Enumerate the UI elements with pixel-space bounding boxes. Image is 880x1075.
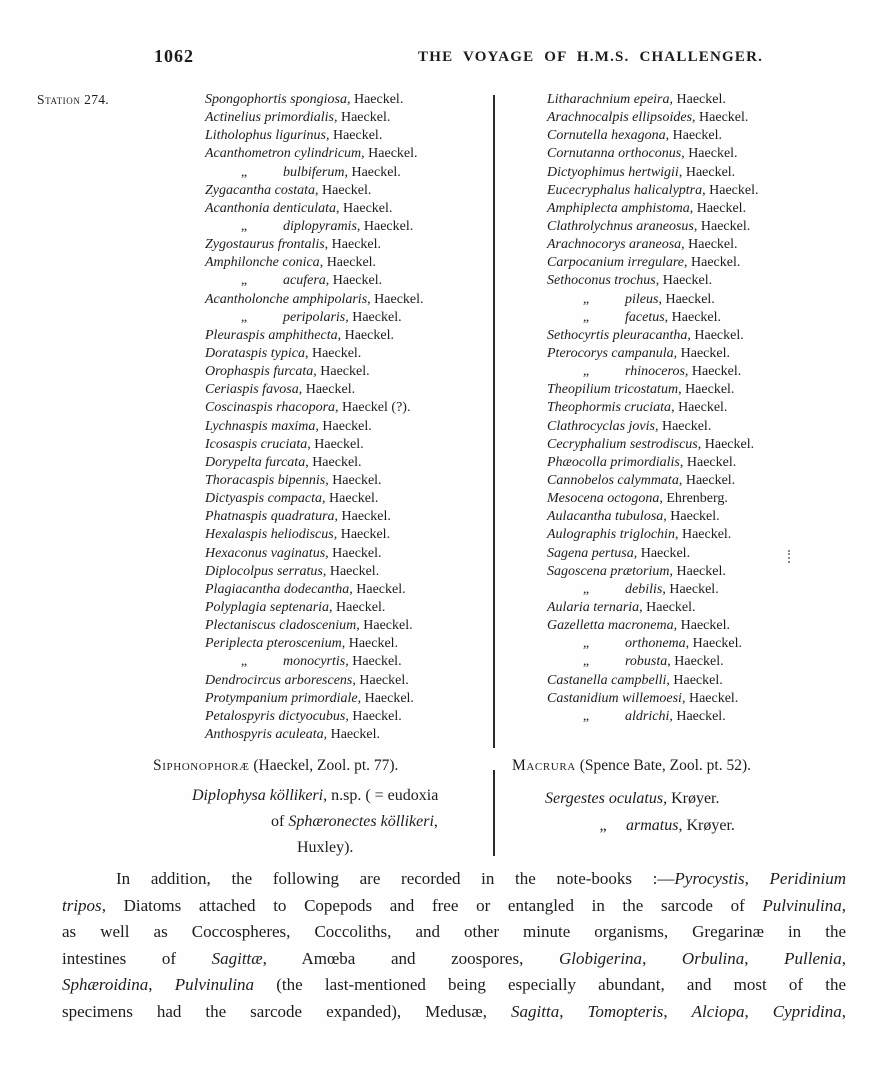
ditto-mark: „ xyxy=(240,309,248,325)
species-author: , Krøyer. xyxy=(663,790,720,807)
italic-text: Globigerina xyxy=(558,948,643,968)
italic-text: Pulvinulina xyxy=(174,975,255,994)
species-name: Aularia ternaria xyxy=(547,599,640,615)
species-name: pileus xyxy=(625,291,659,307)
species-entry xyxy=(205,145,493,163)
text: , xyxy=(559,1001,588,1021)
species-name: Pterocorys campanula xyxy=(547,345,674,361)
species-author: , Haeckel. xyxy=(367,291,424,307)
italic-text: Sphæronectes köllikeri xyxy=(288,813,434,830)
species-name: Amphilonche conica xyxy=(205,255,320,271)
ditto-mark: „ xyxy=(582,708,590,724)
siphonophorae-line xyxy=(297,835,498,861)
species-author: , Haeckel. xyxy=(325,273,383,289)
species-author: , Haeckel. xyxy=(349,581,406,597)
species-name: Dorataspis typica xyxy=(205,345,305,361)
species-author: , Haeckel. xyxy=(674,527,732,543)
species-name: Phatnaspis quadratura xyxy=(205,509,335,525)
species-name: Periplecta pteroscenium xyxy=(205,636,342,652)
species-author: , Haeckel. xyxy=(684,364,742,380)
species-entry xyxy=(205,381,493,399)
species-name: robusta xyxy=(625,654,668,670)
species-author: , Haeckel. xyxy=(664,309,722,325)
species-name: Acantholonche amphipolaris xyxy=(205,291,368,307)
paragraph-line xyxy=(62,946,846,973)
species-name: Theophormis cruciata xyxy=(547,400,672,416)
species-entry xyxy=(205,635,493,653)
species-author: , Haeckel. xyxy=(356,618,413,634)
species-author: , Haeckel. xyxy=(678,472,736,488)
species-author: , Haeckel. xyxy=(322,563,380,579)
species-entry xyxy=(205,490,493,508)
species-name: Clathrocyclas jovis xyxy=(547,418,655,434)
species-entry xyxy=(205,272,493,290)
species-name: Cornutella hexagona xyxy=(547,128,666,144)
species-author: , Haeckel. xyxy=(658,291,715,307)
text: of xyxy=(271,813,289,830)
species-entry xyxy=(205,327,493,345)
species-author: , Haeckel. xyxy=(341,636,399,652)
species-name: Cornutanna orthoconus xyxy=(547,146,682,162)
species-author: , Haeckel. xyxy=(692,110,749,126)
species-author: , Haeckel. xyxy=(689,200,747,216)
siphonophorae-section xyxy=(153,757,498,861)
species-author: , Haeckel. xyxy=(671,400,728,416)
species-entry xyxy=(205,726,493,744)
species-list-right-column xyxy=(547,91,847,726)
text: , xyxy=(433,813,438,830)
species-author: , Haeckel. xyxy=(325,128,383,144)
species-author: , Haeckel. xyxy=(654,418,712,434)
species-entry xyxy=(205,690,493,708)
siphonophorae-title: Siphonophoræ xyxy=(153,757,250,774)
species-entry xyxy=(547,109,847,127)
species-author: , Haeckel. xyxy=(693,218,751,234)
italic-text: Alciopa xyxy=(691,1001,745,1021)
species-name: Plagiacantha dodecantha xyxy=(205,581,350,597)
species-entry xyxy=(547,200,847,218)
species-author: , Haeckel. xyxy=(305,454,362,470)
text: , xyxy=(642,948,682,968)
species-list-left-column xyxy=(205,91,493,744)
species-name: Castanella campbelli xyxy=(547,672,667,688)
species-name: aldrichi xyxy=(625,708,670,724)
ditto-mark: „ xyxy=(582,291,590,307)
species-author: , Haeckel. xyxy=(673,618,730,634)
species-entry xyxy=(205,672,493,690)
species-author: , Haeckel. xyxy=(669,563,726,579)
species-author: , Haeckel. xyxy=(329,599,386,615)
species-entry xyxy=(547,145,847,163)
species-entry xyxy=(547,254,847,272)
species-entry xyxy=(205,708,493,726)
species-name: Thoracaspis bipennis xyxy=(205,472,326,488)
italic-text: tripos xyxy=(62,895,102,915)
siphonophorae-line xyxy=(271,809,498,835)
species-name: Diplocolpus serratus xyxy=(205,563,323,579)
macrura-title: Macrura xyxy=(512,757,576,774)
species-author: , Haeckel. xyxy=(356,218,414,234)
species-author: , Haeckel. xyxy=(315,418,372,434)
species-name: Orophaspis furcata xyxy=(205,364,314,380)
species-entry xyxy=(547,345,847,363)
species-entry xyxy=(205,399,493,417)
siphonophorae-reference: (Haeckel, Zool. pt. 77). xyxy=(249,757,399,774)
ditto-mark: „ xyxy=(582,309,590,325)
species-name: Cecryphalium sestrodiscus xyxy=(547,436,698,452)
species-name: Mesocena octogona xyxy=(547,491,660,507)
species-entry xyxy=(205,254,493,272)
species-entry xyxy=(205,363,493,381)
species-entry xyxy=(547,309,847,327)
species-entry xyxy=(205,653,493,671)
species-name: Acanthonia denticulata xyxy=(205,200,337,216)
ditto-mark: „ xyxy=(582,364,590,380)
species-author: , Haeckel. xyxy=(344,164,401,180)
italic-text: Peridinium xyxy=(769,869,847,888)
species-entry xyxy=(547,291,847,309)
species-author: , Haeckel. xyxy=(679,454,737,470)
species-name: Pleuraspis amphithecta xyxy=(205,327,338,343)
species-name: Eucecryphalus halicalyptra xyxy=(547,182,703,198)
species-author: , Haeckel. xyxy=(325,545,382,561)
paragraph-line xyxy=(62,893,846,920)
species-author: , Haeckel. xyxy=(697,436,755,452)
species-name: peripolaris xyxy=(283,309,346,325)
species-author: , Haeckel. xyxy=(322,491,379,507)
text: intestines of xyxy=(62,948,212,968)
species-author: , Haeckel. xyxy=(666,672,723,688)
species-name: monocyrtis xyxy=(283,654,346,670)
species-entry xyxy=(205,127,493,145)
species-name: Arachnocorys araneosa xyxy=(547,237,682,253)
species-entry xyxy=(547,127,847,145)
species-author: , Haeckel. xyxy=(313,364,370,380)
station-number: 274. xyxy=(80,92,109,107)
text: , xyxy=(744,1001,773,1021)
macrura-heading xyxy=(512,757,852,775)
species-name: Litharachnium epeira xyxy=(547,92,670,107)
species-name: Plectaniscus cladoscenium xyxy=(205,618,357,634)
species-name: Carpocanium irregulare xyxy=(547,255,685,271)
species-entry xyxy=(547,581,847,599)
species-entry xyxy=(547,708,847,726)
species-name: Dictyophimus hertwigii xyxy=(547,164,679,180)
text: Huxley). xyxy=(297,839,354,856)
ditto-mark: „ xyxy=(582,581,590,597)
species-author: , Ehrenberg. xyxy=(659,491,728,507)
species-author: , Haeckel. xyxy=(681,146,738,162)
species-entry xyxy=(547,418,847,436)
species-entry xyxy=(205,309,493,327)
paragraph-line xyxy=(62,919,846,946)
paragraph-line xyxy=(62,866,846,893)
species-author: , Haeckel. xyxy=(333,527,391,543)
species-entry xyxy=(547,182,847,200)
paragraph-line xyxy=(62,999,846,1026)
species-name: Dictyaspis compacta xyxy=(205,491,323,507)
species-entry xyxy=(205,200,493,218)
species-name: Aulacantha tubulosa xyxy=(547,509,664,525)
species-author: , Haeckel. xyxy=(333,110,391,126)
species-author: , Haeckel. xyxy=(669,92,726,107)
species-name: Sagena pertusa xyxy=(547,545,634,561)
species-author: , Haeckel. xyxy=(662,581,719,597)
species-entry xyxy=(205,545,493,563)
species-name: Dorypelta furcata xyxy=(205,454,306,470)
species-author: , Haeckel. xyxy=(361,146,418,162)
text: , n.sp. ( = eudoxia xyxy=(323,787,439,804)
species-entry xyxy=(205,526,493,544)
text: , xyxy=(663,1001,692,1021)
species-author: , Haeckel. xyxy=(681,237,738,253)
species-entry xyxy=(547,327,847,345)
species-entry xyxy=(547,599,847,617)
station-label xyxy=(37,92,109,108)
species-author: , Haeckel. xyxy=(337,327,394,343)
species-entry xyxy=(547,164,847,182)
species-name: Icosaspis cruciata xyxy=(205,436,308,452)
species-entry xyxy=(547,672,847,690)
species-author: , Haeckel. xyxy=(324,237,382,253)
species-name: Dendrocircus arborescens xyxy=(205,672,353,688)
species-entry xyxy=(205,436,493,454)
species-entry xyxy=(205,236,493,254)
species-author: , Haeckel. xyxy=(345,708,402,724)
species-name: Acanthometron cylindricum xyxy=(205,146,362,162)
species-name: Ceriaspis favosa xyxy=(205,382,299,398)
ditto-mark: „ xyxy=(599,817,607,834)
species-author: , Krøyer. xyxy=(678,817,735,834)
species-author: , Haeckel. xyxy=(307,436,364,452)
species-author: , Haeckel. xyxy=(667,654,724,670)
italic-text: Pullenia xyxy=(784,948,842,968)
species-entry xyxy=(205,617,493,635)
species-name: Aulographis triglochin xyxy=(547,527,675,543)
species-author: , Haeckel. xyxy=(669,708,726,724)
species-name: acufera xyxy=(283,273,326,289)
italic-text: Sphæroidina xyxy=(62,975,149,994)
species-name: Litholophus ligurinus xyxy=(205,128,326,144)
siphonophorae-heading xyxy=(153,757,498,775)
species-name: debilis xyxy=(625,581,663,597)
siphonophorae-line xyxy=(192,783,498,809)
species-entry xyxy=(547,363,847,381)
species-entry xyxy=(547,508,847,526)
text: (the last-mentioned being especially abundant, and most of the xyxy=(254,975,847,994)
scan-artifact xyxy=(788,550,792,563)
species-author: , Haeckel. xyxy=(663,509,720,525)
species-entry xyxy=(205,472,493,490)
species-name: Castanidium willemoesi xyxy=(547,690,682,706)
species-name: Zygacantha costata xyxy=(205,182,316,198)
species-name: diplopyramis xyxy=(283,218,357,234)
species-name: Sethocyrtis pleuracantha xyxy=(547,327,688,343)
station-word: Station xyxy=(37,92,81,107)
page-number: 1062 xyxy=(154,46,194,66)
species-name: Hexaconus vaginatus xyxy=(205,545,326,561)
species-name: Lychnaspis maxima xyxy=(205,418,316,434)
species-entry xyxy=(205,182,493,200)
species-entry xyxy=(205,563,493,581)
text: specimens had the sarcode expanded), Medusæ, xyxy=(62,1001,512,1021)
species-name: Zygostaurus frontalis xyxy=(205,237,325,253)
species-entry xyxy=(547,399,847,417)
species-author: , Haeckel. xyxy=(681,690,739,706)
species-name: Actinelius primordialis xyxy=(205,110,334,126)
species-entry xyxy=(547,653,847,671)
text: , Amœba and zoospores, xyxy=(262,948,559,968)
species-name: orthonema xyxy=(625,636,686,652)
species-entry xyxy=(547,272,847,290)
species-entry xyxy=(547,490,847,508)
species-entry xyxy=(205,418,493,436)
species-author: , Haeckel. xyxy=(334,509,391,525)
species-name: rhinoceros xyxy=(625,364,685,380)
species-author: , Haeckel. xyxy=(687,327,744,343)
species-name: Amphiplecta amphistoma xyxy=(547,200,690,216)
species-entry xyxy=(205,164,493,182)
ditto-mark: „ xyxy=(240,273,248,289)
species-name: Arachnocalpis ellipsoides xyxy=(547,110,693,126)
species-name: Cannobelos calymmata xyxy=(547,472,679,488)
species-entry xyxy=(547,236,847,254)
species-name: facetus xyxy=(625,309,665,325)
species-author: , Haeckel. xyxy=(346,92,404,107)
species-author: , Haeckel. xyxy=(345,309,402,325)
text: , xyxy=(841,948,846,968)
species-name: Petalospyris dictyocubus xyxy=(205,708,346,724)
text: In addition, the following are recorded in the note-books :— xyxy=(116,869,675,888)
macrura-reference: (Spence Bate, Zool. pt. 52). xyxy=(575,757,752,774)
species-entry xyxy=(547,690,847,708)
species-author: , Haeckel. xyxy=(655,273,713,289)
species-author: , Haeckel. xyxy=(684,255,741,271)
species-name: Sethoconus trochus xyxy=(547,273,656,289)
italic-text: Cypridina xyxy=(772,1001,842,1021)
species-entry xyxy=(547,545,847,563)
ditto-mark: „ xyxy=(240,654,248,670)
species-author: , Haeckel. xyxy=(319,255,377,271)
species-entry xyxy=(547,436,847,454)
species-author: , Haeckel. xyxy=(352,672,409,688)
column-divider-rule xyxy=(493,95,495,748)
species-name: bulbiferum xyxy=(283,164,345,180)
species-author: , Haeckel. xyxy=(315,182,372,198)
species-name: Hexalaspis heliodiscus xyxy=(205,527,334,543)
text: , Diatoms attached to Copepods and free or entangled in the sarcode of xyxy=(101,895,763,915)
species-entry xyxy=(547,563,847,581)
species-author: , Haeckel. xyxy=(323,726,380,742)
species-author: , Haeckel (?). xyxy=(335,400,411,416)
species-author: , Haeckel. xyxy=(336,200,393,216)
species-entry xyxy=(547,617,847,635)
species-entry xyxy=(205,508,493,526)
macrura-entry xyxy=(545,785,852,812)
species-name: Theopilium tricostatum xyxy=(547,382,679,398)
species-entry xyxy=(205,218,493,236)
species-author: , Haeckel. xyxy=(325,472,382,488)
text: as well as Coccospheres, Coccoliths, and other minute organisms, Gregarinæ in the xyxy=(62,922,846,941)
species-entry xyxy=(205,291,493,309)
species-name: Coscinaspis rhacopora xyxy=(205,400,336,416)
italic-text: Diplophysa köllikeri xyxy=(192,787,324,804)
paragraph-line xyxy=(62,972,846,999)
species-author: , Haeckel. xyxy=(639,599,696,615)
species-entry xyxy=(205,454,493,472)
species-name: Polyplagia septenaria xyxy=(205,599,330,615)
ditto-mark: „ xyxy=(240,218,248,234)
text: , xyxy=(744,869,770,888)
species-entry xyxy=(205,581,493,599)
species-name: Phæocolla primordialis xyxy=(547,454,680,470)
text: , xyxy=(841,895,846,915)
species-author: , Haeckel. xyxy=(678,382,735,398)
species-name: Protympanium primordiale xyxy=(205,690,358,706)
species-author: , Haeckel. xyxy=(357,690,414,706)
italic-text: Pulvinulina xyxy=(762,895,842,915)
species-name: Gazelletta macronema xyxy=(547,618,674,634)
species-author: , Haeckel. xyxy=(345,654,402,670)
species-entry xyxy=(205,599,493,617)
closing-paragraph xyxy=(62,866,846,1025)
species-entry xyxy=(547,91,847,109)
species-entry xyxy=(547,526,847,544)
italic-text: Sagittæ xyxy=(211,948,263,968)
species-entry xyxy=(547,218,847,236)
italic-text: Orbulina xyxy=(681,948,745,968)
species-author: , Haeckel. xyxy=(685,636,743,652)
text: , xyxy=(148,975,175,994)
species-author: , Haeckel. xyxy=(665,128,722,144)
macrura-section xyxy=(512,757,852,839)
species-author: , Haeckel. xyxy=(678,164,736,180)
text: , xyxy=(841,1001,846,1021)
species-entry xyxy=(205,109,493,127)
species-author: , Haeckel. xyxy=(702,182,759,198)
ditto-mark: „ xyxy=(582,654,590,670)
species-entry xyxy=(547,472,847,490)
italic-text: Sagitta xyxy=(511,1001,560,1021)
species-author: , Haeckel. xyxy=(673,345,730,361)
text: , xyxy=(744,948,785,968)
species-name: Sagoscena prætorium xyxy=(547,563,670,579)
italic-text: Pyrocystis xyxy=(674,869,745,888)
species-author: , Haeckel. xyxy=(633,545,691,561)
species-entry xyxy=(547,454,847,472)
species-name: armatus xyxy=(626,817,679,834)
species-entry xyxy=(205,345,493,363)
species-author: , Haeckel. xyxy=(304,345,362,361)
species-name: Sergestes oculatus xyxy=(545,790,664,807)
species-entry xyxy=(547,635,847,653)
species-entry xyxy=(547,381,847,399)
species-entry xyxy=(205,91,493,109)
macrura-entry xyxy=(580,812,852,839)
running-title: THE VOYAGE OF H.M.S. CHALLENGER. xyxy=(418,49,764,65)
ditto-mark: „ xyxy=(582,636,590,652)
species-name: Clathrolychnus araneosus xyxy=(547,218,694,234)
species-name: Anthospyris aculeata xyxy=(205,726,324,742)
species-name: Spongophortis spongiosa xyxy=(205,92,347,107)
italic-text: Tomopteris xyxy=(587,1001,664,1021)
ditto-mark: „ xyxy=(240,164,248,180)
species-author: , Haeckel. xyxy=(298,382,356,398)
